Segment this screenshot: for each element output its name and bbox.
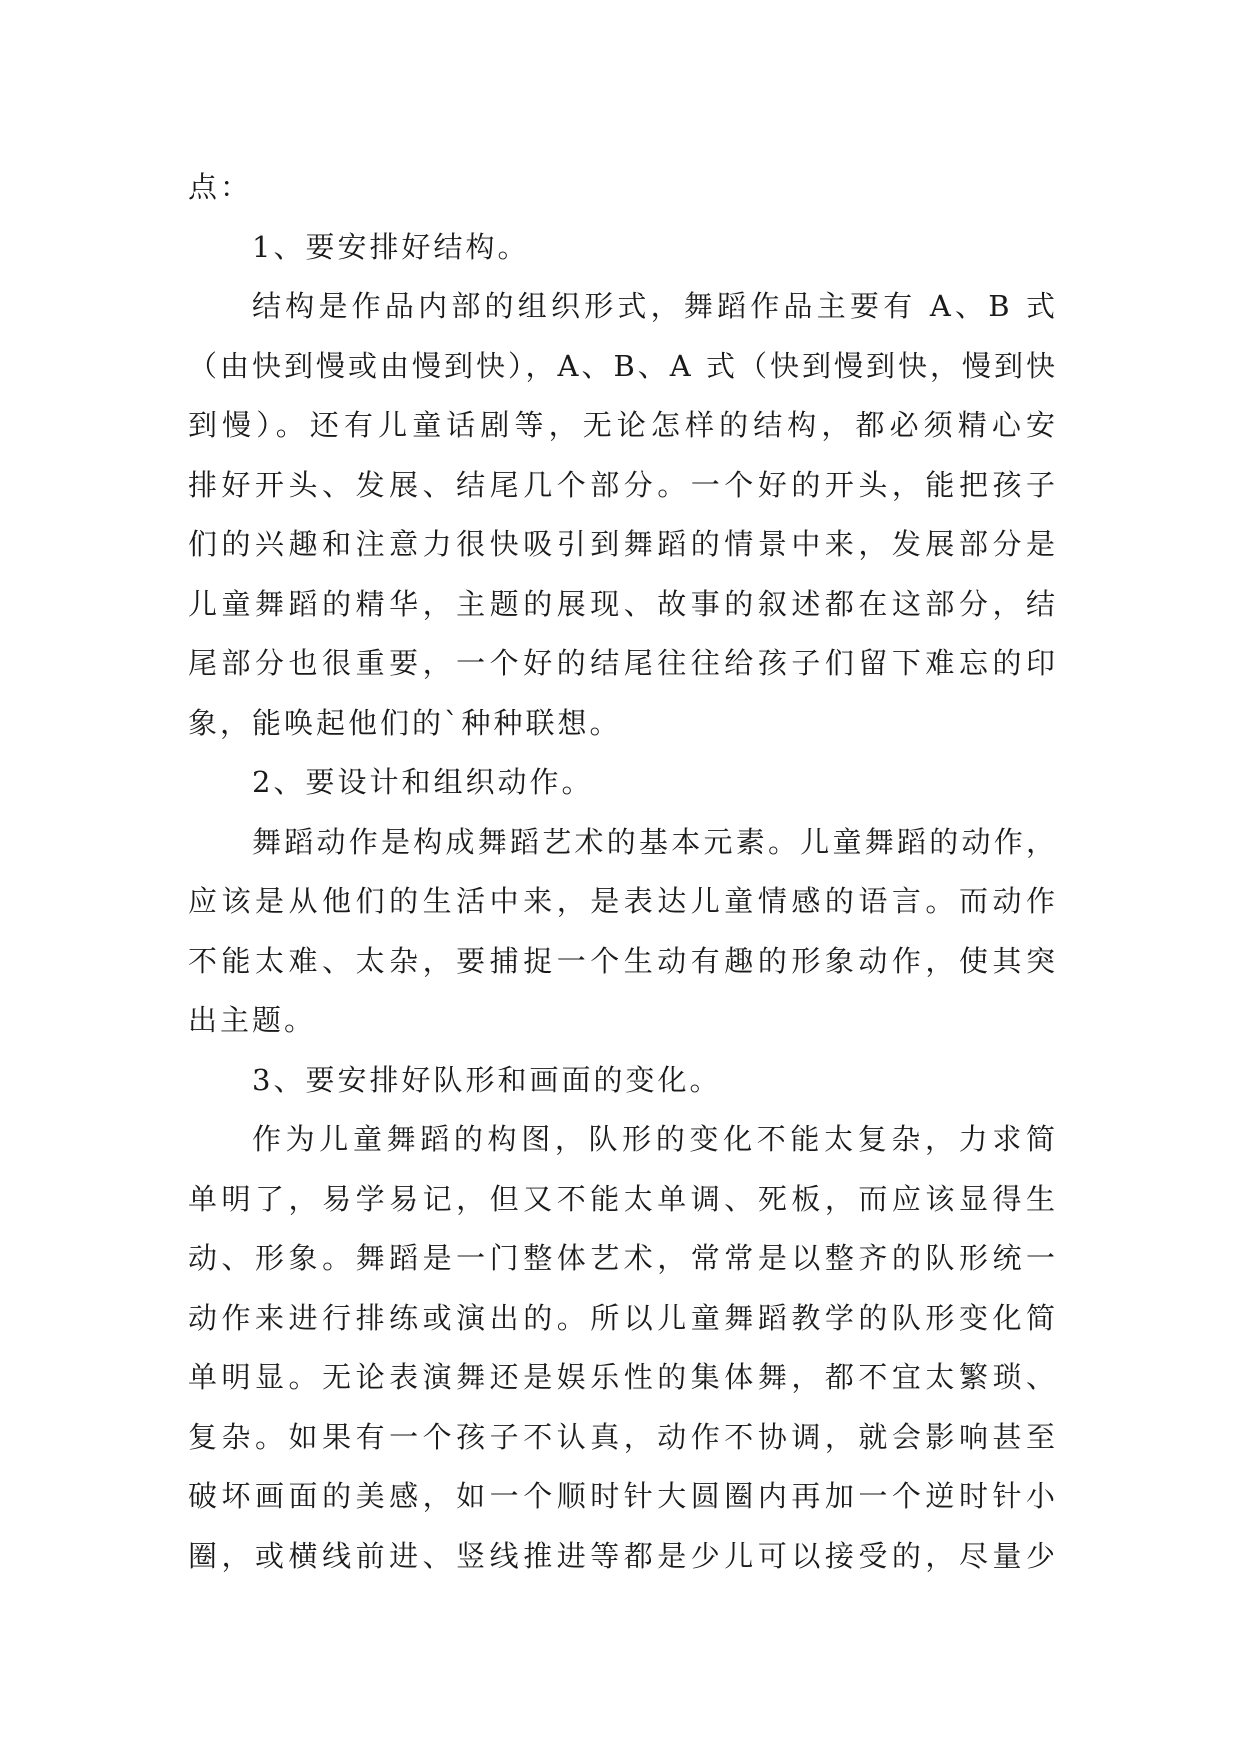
text-line: 到慢）。还有儿童话剧等，无论怎样的结构，都必须精心安: [188, 408, 1058, 442]
text-line: 圈，或横线前进、竖线推进等都是少儿可以接受的，尽量少: [188, 1538, 1058, 1573]
text-line: 排好开头、发展、结尾几个部分。一个好的开头，能把孩子: [188, 467, 1058, 502]
text-line: 舞蹈动作是构成舞蹈艺术的基本元素。儿童舞蹈的动作，: [252, 824, 1058, 859]
text-line: 破坏画面的美感，如一个顺时针大圆圈内再加一个逆时针小: [188, 1479, 1058, 1513]
text-line: 出主题。: [188, 1003, 317, 1037]
text-line: 象，能唤起他们的`种种联想。: [188, 705, 622, 740]
text-line: 儿童舞蹈的精华，主题的展现、故事的叙述都在这部分，结: [188, 586, 1058, 621]
text-line: 尾部分也很重要，一个好的结尾往往给孩子们留下难忘的印: [188, 646, 1058, 680]
text-line: 单明显。无论表演舞还是娱乐性的集体舞，都不宜太繁琐、: [188, 1360, 1058, 1394]
text-line: 复杂。如果有一个孩子不认真，动作不协调，就会影响甚至: [188, 1419, 1058, 1454]
text-line: 应该是从他们的生活中来，是表达儿童情感的语言。而动作: [188, 884, 1058, 918]
document-body: [188, 158, 1058, 1586]
text-line: 单明了，易学易记，但又不能太单调、死板，而应该显得生: [188, 1181, 1058, 1216]
text-line: 动作来进行排练或演出的。所以儿童舞蹈教学的队形变化简: [188, 1300, 1058, 1335]
text-line: 1、要安排好结构。: [252, 229, 530, 264]
text-line: （由快到慢或由慢到快），A、B、A 式（快到慢到快，慢到快: [188, 348, 1058, 383]
text-line: 结构是作品内部的组织形式，舞蹈作品主要有 A、B 式: [252, 289, 1058, 323]
text-line: 2、要设计和组织动作。: [252, 765, 594, 799]
text-line: 们的兴趣和注意力很快吸引到舞蹈的情景中来，发展部分是: [188, 527, 1058, 561]
text-line: 动、形象。舞蹈是一门整体艺术，常常是以整齐的队形统一: [188, 1241, 1058, 1275]
text-line: 3、要安排好队形和画面的变化。: [252, 1062, 722, 1097]
text-line: 点：: [188, 170, 253, 204]
text-line: 作为儿童舞蹈的构图，队形的变化不能太复杂，力求简: [252, 1122, 1058, 1156]
text-line: 不能太难、太杂，要捕捉一个生动有趣的形象动作，使其突: [188, 943, 1058, 978]
